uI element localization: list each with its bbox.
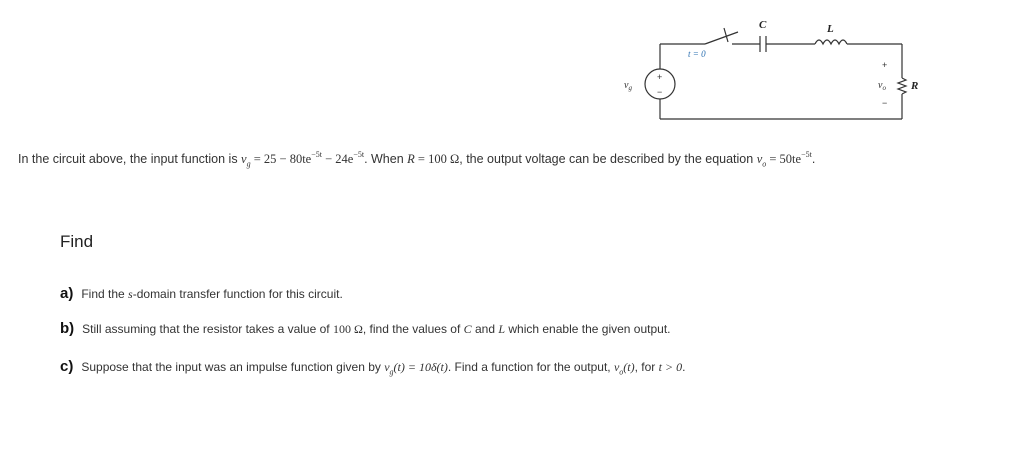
inductor-label: L (827, 23, 834, 35)
vo-symbol: $v_o$ (756, 152, 767, 169)
statement-mid: . When (364, 152, 408, 166)
part-b-text-2: , find the values of (362, 322, 464, 336)
part-b-label: b) (60, 320, 75, 337)
part-a-label: a) (60, 285, 74, 302)
problem-statement (18, 150, 815, 169)
part-a-text-1: Find the (81, 287, 129, 301)
vo-expression: = $50te^{-5t}$ (766, 150, 812, 166)
statement-prefix: In the circuit above, the input function is (18, 152, 242, 166)
part-c-math-3: t > 0 (658, 360, 683, 374)
part-c (60, 358, 685, 376)
part-b-math-2: C (463, 322, 472, 336)
output-plus: + (882, 60, 888, 70)
part-c-text-4: . (682, 360, 686, 374)
switch-bar (724, 28, 728, 42)
circuit-diagram (610, 14, 930, 124)
part-c-math-1: $v_g(t) = 10\delta(t)$ (384, 360, 448, 377)
statement-mid2: , the output voltage can be described by the equation (459, 152, 757, 166)
part-c-math-2: $v_o(t)$ (613, 360, 635, 377)
part-a (60, 285, 343, 302)
inductor-coil (815, 40, 847, 44)
statement-end: . (811, 152, 816, 166)
switch-blade (705, 32, 738, 44)
output-label: $v_o$ (878, 80, 886, 92)
find-heading: Find (60, 232, 94, 251)
part-a-text-2: -domain transfer function for this circuit. (132, 287, 343, 301)
part-c-label: c) (60, 358, 74, 375)
part-b-text-3: and (471, 322, 499, 336)
part-b-math-1: 100 Ω (332, 322, 363, 336)
part-c-text-2: . Find a function for the output, (447, 360, 614, 374)
output-minus: − (882, 98, 888, 108)
part-c-text-1: Suppose that the input was an impulse function given by (81, 360, 385, 374)
source-plus: + (657, 72, 663, 82)
capacitor-label: C (759, 19, 767, 31)
switch-label: t = 0 (688, 49, 706, 59)
source-label: $v_g$ (624, 80, 632, 92)
vg-symbol: $v_g$ (241, 152, 251, 169)
resistor-label: R (911, 80, 919, 92)
vg-expression: = $25 - 80te^{-5t} - 24e^{-5t}$ (250, 150, 365, 166)
r-symbol: R (407, 152, 415, 166)
r-value: = 100 Ω (414, 152, 460, 166)
part-b-math-3: L (498, 322, 506, 336)
part-b-text-4: which enable the given output. (505, 322, 671, 336)
source-minus: − (657, 87, 663, 97)
resistor-zigzag (898, 78, 906, 94)
part-a-math-1: s (128, 287, 133, 301)
part-c-text-3: , for (634, 360, 659, 374)
part-b (60, 320, 670, 337)
part-b-text-1: Still assuming that the resistor takes a value of (82, 322, 333, 336)
